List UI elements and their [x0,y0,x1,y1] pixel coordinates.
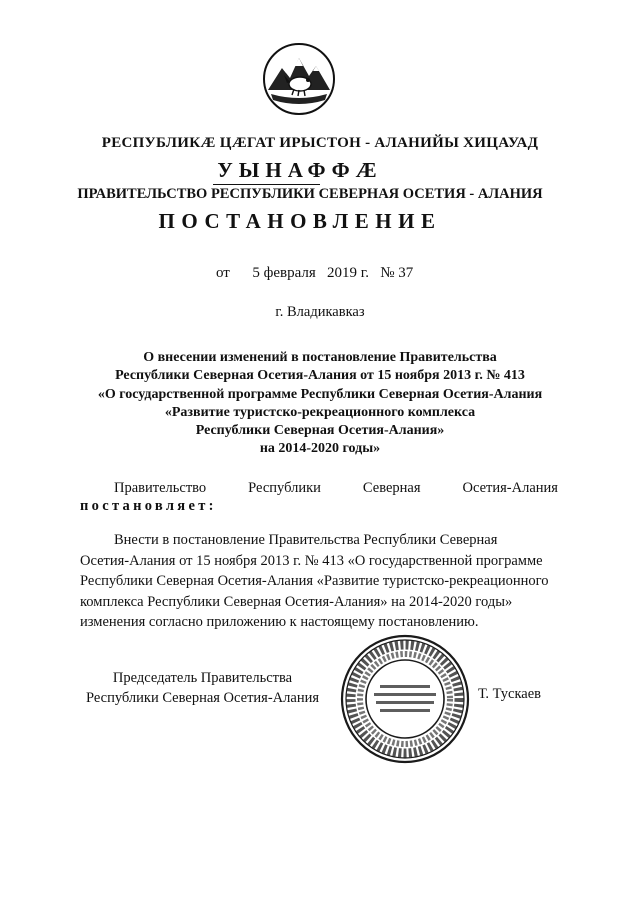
document-number: № 37 [380,265,414,281]
subject-line: Республики Северная Осетия-Алания от 15 ноября 2013 г. № 413 [115,368,525,384]
document-date: 5 февраля [252,265,316,281]
preamble-word: Осетия-Алания [462,480,558,496]
document-type-title: ПОСТАНОВЛЕНИЕ [158,209,442,233]
resolution-verb: постановляет: [80,498,217,514]
signatory-name: Т. Тускаев [478,686,542,702]
resolution-line: комплекса Республики Северная Осетия-Алания» на 2014-2020 годы» [80,593,513,610]
preamble-word: Северная [362,480,421,496]
resolution-line: Осетия-Алания от 15 ноября 2013 г. № 413 «О государственной программе [80,552,543,569]
preamble-word: Правительство [114,480,207,496]
preamble-word: Республики [248,480,321,496]
official-seal-icon [338,633,472,765]
subject-line: на 2014-2020 годы» [259,441,381,457]
signatory-position-line: Председатель Правительства [112,670,293,686]
resolution-line: Республики Северная Осетия-Алания «Развитие туристско-рекреационного [80,573,549,589]
subject-line: О внесении изменений в постановление Правительства [143,350,497,365]
resolution-line: Внести в постановление Правительства Республики Северная [114,532,498,548]
subject-line: «Развитие туристско-рекреационного комплекса [164,404,476,420]
document-subject [0,349,640,459]
document-date-row [216,265,413,282]
resolution-line: изменения согласно приложению к настоящему постановлению. [80,614,479,630]
subject-line: Республики Северная Осетия-Алания» [195,423,445,439]
signatory-position [80,668,325,708]
ossetian-government-heading: РЕСПУБЛИКÆ ЦÆГАТ ИРЫСТОН - АЛАНИЙЫ ХИЦАУАД [101,135,539,151]
date-from-label: от [216,265,230,281]
document-year: 2019 г. [327,265,369,281]
document-city: г. Владикавказ [275,304,365,320]
heading-divider [213,184,320,185]
resolution-paragraph [80,530,558,633]
subject-line: «О государственной программе Республики Северная Осетия-Алания [97,386,543,402]
preamble-paragraph [80,480,558,515]
signatory-position-line: Республики Северная Осетия-Алания [85,690,320,706]
ossetian-document-type: УЫНАФФÆ [217,158,383,182]
russian-government-heading: ПРАВИТЕЛЬСТВО РЕСПУБЛИКИ СЕВЕРНАЯ ОСЕТИЯ - АЛАНИЯ [77,186,543,202]
coat-of-arms-icon [262,42,336,116]
